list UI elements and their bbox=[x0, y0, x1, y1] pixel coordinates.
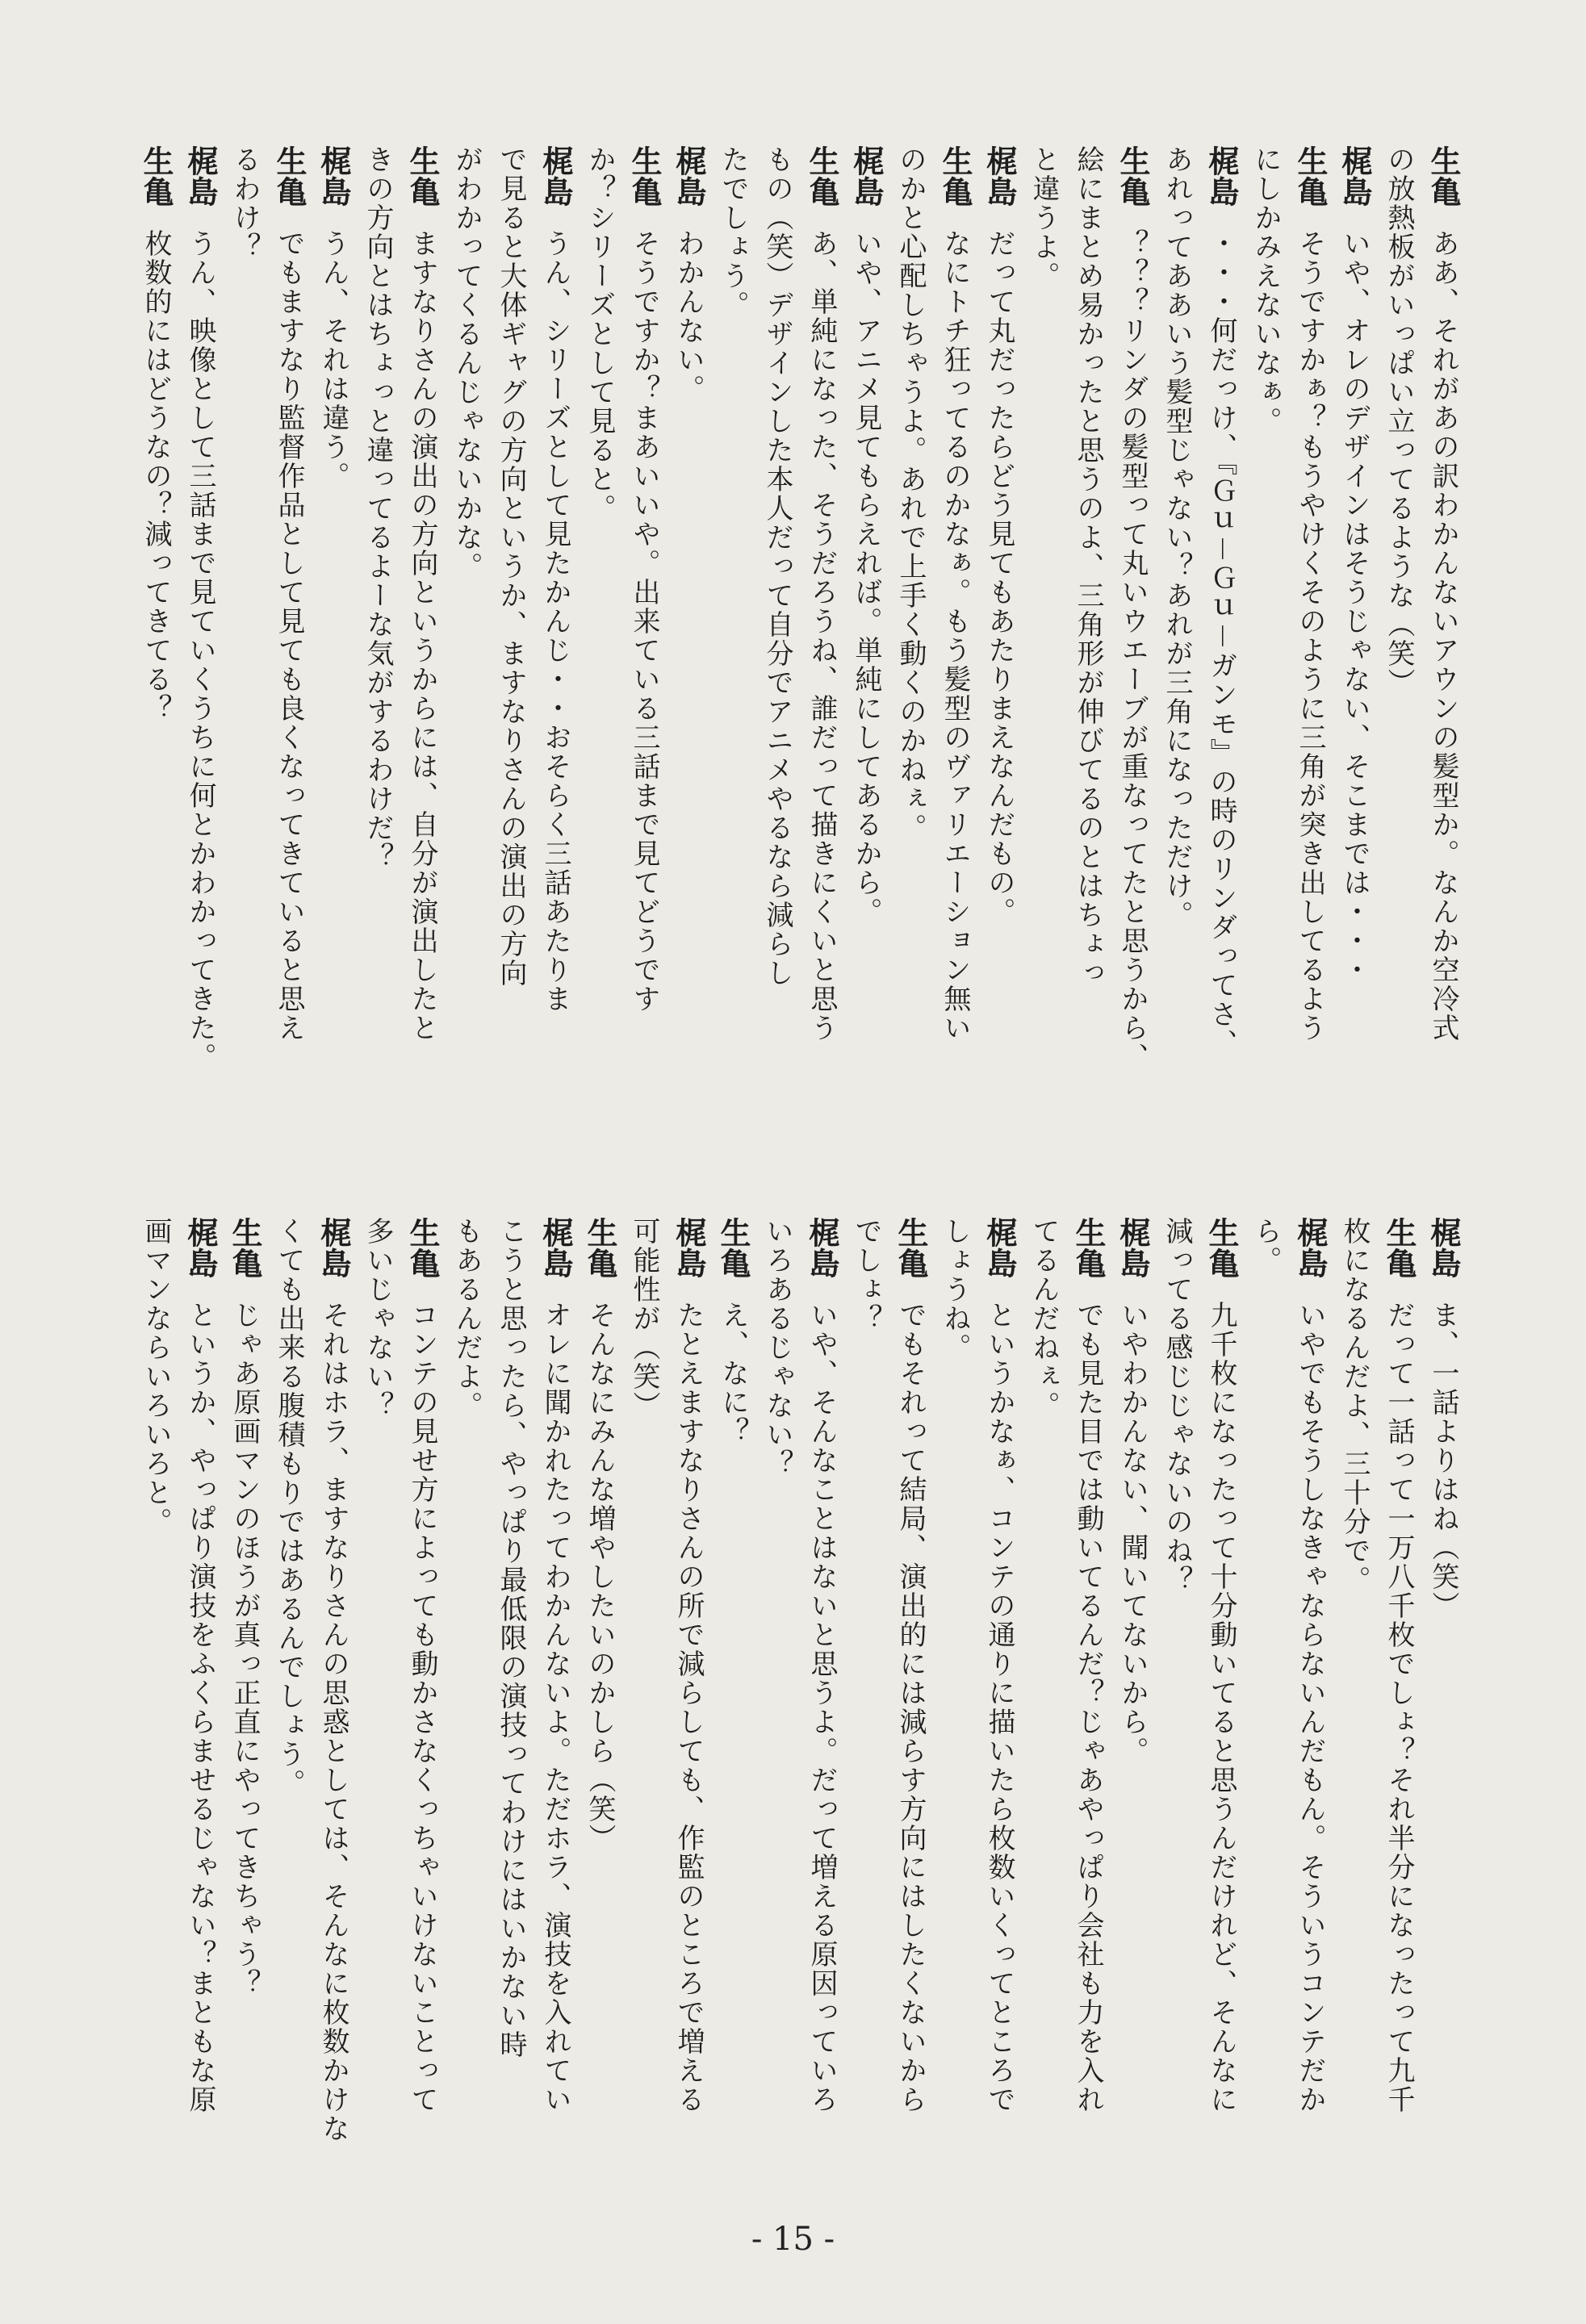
dialogue-line bbox=[1021, 1217, 1065, 2226]
dialogue-line bbox=[577, 1217, 621, 2226]
dialogue-text: たとえますなりさんの所で減らしても、作監のところで増える bbox=[672, 1301, 705, 2114]
dialogue-line bbox=[400, 145, 444, 1186]
dialogue-line bbox=[1243, 1217, 1287, 2226]
dialogue-line bbox=[444, 145, 488, 1186]
dialogue-line bbox=[977, 1217, 1021, 2226]
speaker-name: 梶島 bbox=[1203, 145, 1239, 207]
dialogue-line bbox=[1287, 1217, 1332, 2226]
dialogue-line bbox=[1154, 1217, 1199, 2226]
dialogue-text: がわかってくるんじゃないかな。 bbox=[450, 145, 483, 581]
dialogue-text: というかなぁ、コンテの通りに描いたら枚数いくってところで bbox=[983, 1301, 1015, 2114]
dialogue-line bbox=[266, 145, 311, 1186]
dialogue-line bbox=[178, 145, 222, 1186]
dialogue-line bbox=[977, 145, 1021, 1186]
dialogue-text: 多いじゃない？ bbox=[362, 1217, 394, 1420]
dialogue-text: ますなりさんの演出の方向というからには、自分が演出したと bbox=[406, 229, 438, 1043]
speaker-name: 梶島 bbox=[848, 145, 884, 207]
dialogue-line bbox=[1421, 145, 1465, 1186]
speaker-name: 生亀 bbox=[582, 1217, 617, 1278]
dialogue-text: いや、アニメ見てもらえれば。単純にしてあるから。 bbox=[850, 229, 882, 926]
speaker-name: 生亀 bbox=[404, 1217, 440, 1278]
dialogue-text: にしかみえないなぁ。 bbox=[1249, 145, 1282, 436]
dialogue-text: それはホラ、ますなりさんの思惑としては、そんなに枚数かけな bbox=[317, 1301, 349, 2143]
dialogue-line bbox=[222, 1217, 266, 2226]
dialogue-text: オレに聞かれたってわかんないよ。ただホラ、演技を入れてい bbox=[539, 1301, 571, 2114]
dialogue-text: 可能性が（笑） bbox=[628, 1217, 660, 1420]
speaker-name: 生亀 bbox=[893, 1217, 928, 1278]
dialogue-text: たでしょう。 bbox=[717, 145, 749, 320]
dialogue-line bbox=[1421, 1217, 1465, 2226]
dialogue-text: こうと思ったら、やっぱり最低限の演技ってわけにはいかない時 bbox=[495, 1217, 527, 2059]
dialogue-text: るわけ？ bbox=[228, 145, 261, 261]
dialogue-text: ああ、それがあの訳わかんないアウンの髪型か。なんか空冷式 bbox=[1427, 229, 1459, 1043]
dialogue-line bbox=[1110, 1217, 1154, 2226]
speaker-name: 梶島 bbox=[1292, 1217, 1328, 1278]
speaker-name: 生亀 bbox=[1070, 1217, 1106, 1278]
dialogue-line bbox=[1199, 1217, 1243, 2226]
dialogue-text: うん、それは違う。 bbox=[317, 229, 349, 491]
page-number: - 15 - bbox=[751, 2221, 835, 2258]
speaker-name: 生亀 bbox=[138, 145, 174, 207]
dialogue-text: でしょ？ bbox=[850, 1217, 882, 1333]
dialogue-line bbox=[311, 1217, 355, 2226]
dialogue-line bbox=[266, 1217, 311, 2226]
dialogue-line bbox=[888, 145, 932, 1186]
speaker-name: 梶島 bbox=[1115, 1217, 1150, 1278]
dialogue-text: 枚数的にはどうなの？減ってきてる？ bbox=[140, 229, 172, 723]
dialogue-text: だって一話って一万八千枚でしょ？それ半分になったって九千 bbox=[1383, 1301, 1415, 2114]
dialogue-text: のかと心配しちゃうよ。あれで上手く動くのかねぇ。 bbox=[894, 145, 927, 842]
dialogue-text: くても出来る腹積もりではあるんでしょう。 bbox=[273, 1217, 305, 1798]
dialogue-line bbox=[799, 1217, 843, 2226]
dialogue-line bbox=[1065, 1217, 1110, 2226]
speaker-name: 梶島 bbox=[538, 1217, 573, 1278]
dialogue-text: ま、一話よりはね（笑） bbox=[1427, 1301, 1459, 1620]
dialogue-line bbox=[355, 145, 400, 1186]
dialogue-line bbox=[311, 145, 355, 1186]
speaker-name: 生亀 bbox=[1292, 145, 1328, 207]
dialogue-line bbox=[533, 145, 577, 1186]
dialogue-text: の放熱板がいっぱい立ってるような（笑） bbox=[1383, 145, 1415, 697]
dialogue-text: もの（笑）デザインした本人だって自分でアニメやるなら減らし bbox=[761, 145, 793, 988]
speaker-name: 生亀 bbox=[626, 145, 662, 207]
dialogue-line bbox=[178, 1217, 222, 2226]
dialogue-line bbox=[1287, 145, 1332, 1186]
speaker-name: 梶島 bbox=[316, 145, 351, 207]
speaker-name: 生亀 bbox=[1115, 145, 1150, 207]
speaker-name: 生亀 bbox=[715, 1217, 751, 1278]
dialogue-line bbox=[1110, 145, 1154, 1186]
speaker-name: 生亀 bbox=[937, 145, 973, 207]
dialogue-text: しょうね。 bbox=[939, 1217, 971, 1362]
dialogue-text: というか、やっぱり演技をふくらませるじゃない？まともな原 bbox=[184, 1301, 216, 2114]
dialogue-line bbox=[666, 1217, 710, 2226]
dialogue-line bbox=[577, 145, 621, 1186]
dialogue-text: いやわかんない、聞いてないから。 bbox=[1116, 1301, 1149, 1766]
dialogue-line bbox=[1332, 145, 1376, 1186]
speaker-name: 梶島 bbox=[316, 1217, 351, 1278]
dialogue-line bbox=[533, 1217, 577, 2226]
dialogue-text: きの方向とはちょっと違ってるよーな気がするわけだ？ bbox=[362, 145, 394, 872]
dialogue-text: うん、シリーズとして見たかんじ・・おそらく三話あたりま bbox=[539, 229, 571, 1014]
speaker-name: 梶島 bbox=[538, 145, 573, 207]
dialogue-text: あれってああいう髪型じゃない？あれが三角になっただけ。 bbox=[1161, 145, 1193, 930]
speaker-name: 生亀 bbox=[1425, 145, 1461, 207]
dialogue-text: ・・・何だっけ、『Ｇｕ－Ｇｕ－ガンモ』の時のリンダってさ、 bbox=[1205, 229, 1237, 1058]
dialogue-text: なにトチ狂ってるのかなぁ。もう髪型のヴァリエーション無い bbox=[939, 229, 971, 1043]
dialogue-text: もあるんだよ。 bbox=[450, 1217, 483, 1420]
dialogue-text: じゃあ原画マンのほうが真っ正直にやってきちゃう？ bbox=[228, 1301, 261, 1998]
speaker-name: 梶島 bbox=[981, 1217, 1017, 1278]
dialogue-text: 九千枚になったって十分動いてると思うんだけれど、そんなに bbox=[1205, 1301, 1237, 2114]
dialogue-line bbox=[488, 145, 533, 1186]
dialogue-line bbox=[932, 145, 977, 1186]
dialogue-text: いろあるじゃない？ bbox=[761, 1217, 793, 1478]
dialogue-line bbox=[444, 1217, 488, 2226]
dialogue-text: だって丸だったらどう見てもあたりまえなんだもの。 bbox=[983, 229, 1015, 926]
dialogue-text: ？？？リンダの髪型って丸いウエーブが重なってたと思うから、 bbox=[1116, 229, 1149, 1072]
dialogue-line bbox=[133, 1217, 178, 2226]
dialogue-text: でもそれって結局、演出的には減らす方向にはしたくないから bbox=[894, 1301, 927, 2114]
dialogue-text: いやでもそうしなきゃならないんだもん。そういうコンテだか bbox=[1294, 1301, 1326, 2114]
dialogue-line bbox=[400, 1217, 444, 2226]
dialogue-text: 画マンならいろいろと。 bbox=[140, 1217, 172, 1536]
lower-dialogue-block bbox=[133, 1217, 1465, 2226]
upper-dialogue-block bbox=[133, 145, 1465, 1186]
dialogue-line bbox=[1376, 1217, 1421, 2226]
dialogue-line bbox=[621, 1217, 666, 2226]
dialogue-line bbox=[488, 1217, 533, 2226]
dialogue-text: え、なに？ bbox=[717, 1301, 749, 1446]
dialogue-line bbox=[1021, 145, 1065, 1186]
dialogue-text: うん、映像として三話まで見ていくうちに何とかわかってきた。 bbox=[184, 229, 216, 1072]
speaker-name: 梶島 bbox=[804, 1217, 839, 1278]
speaker-name: 梶島 bbox=[1337, 145, 1372, 207]
speaker-name: 生亀 bbox=[804, 145, 839, 207]
dialogue-text: てるんだねぇ。 bbox=[1027, 1217, 1060, 1420]
speaker-name: 生亀 bbox=[1203, 1217, 1239, 1278]
dialogue-line bbox=[355, 1217, 400, 2226]
dialogue-text: あ、単純になった、そうだろうね、誰だって描きにくいと思う bbox=[806, 229, 838, 1043]
dialogue-line bbox=[843, 145, 888, 1186]
dialogue-text: でも見た目では動いてるんだ？じゃあやっぱり会社も力を入れ bbox=[1072, 1301, 1104, 2114]
speaker-name: 梶島 bbox=[671, 1217, 706, 1278]
dialogue-line bbox=[1376, 145, 1421, 1186]
dialogue-line bbox=[843, 1217, 888, 2226]
speaker-name: 梶島 bbox=[981, 145, 1017, 207]
dialogue-line bbox=[1065, 145, 1110, 1186]
dialogue-line bbox=[1199, 145, 1243, 1186]
dialogue-text: そうですか？まあいいや。出来ている三話まで見てどうです bbox=[628, 229, 660, 1014]
dialogue-line bbox=[799, 145, 843, 1186]
dialogue-text: で見ると大体ギャグの方向というか、ますなりさんの演出の方向 bbox=[495, 145, 527, 988]
dialogue-line bbox=[755, 1217, 799, 2226]
dialogue-text: わかんない。 bbox=[672, 229, 705, 403]
dialogue-line bbox=[621, 145, 666, 1186]
dialogue-text: コンテの見せ方によっても動かさなくっちゃいけないことって bbox=[406, 1301, 438, 2114]
dialogue-text: そうですかぁ？もうやけくそのように三角が突き出してるよう bbox=[1294, 229, 1326, 1043]
dialogue-line bbox=[710, 1217, 755, 2226]
speaker-name: 生亀 bbox=[404, 145, 440, 207]
dialogue-line bbox=[1154, 145, 1199, 1186]
speaker-name: 生亀 bbox=[271, 145, 307, 207]
speaker-name: 梶島 bbox=[182, 1217, 218, 1278]
dialogue-text: ら。 bbox=[1249, 1217, 1282, 1275]
speaker-name: 梶島 bbox=[671, 145, 706, 207]
dialogue-line bbox=[133, 145, 178, 1186]
speaker-name: 生亀 bbox=[227, 1217, 262, 1278]
dialogue-text: 絵にまとめ易かったと思うのよ、三角形が伸びてるのとはちょっ bbox=[1072, 145, 1104, 988]
speaker-name: 梶島 bbox=[182, 145, 218, 207]
dialogue-line bbox=[222, 145, 266, 1186]
dialogue-line bbox=[666, 145, 710, 1186]
dialogue-text: と違うよ。 bbox=[1027, 145, 1060, 290]
dialogue-line bbox=[888, 1217, 932, 2226]
dialogue-line bbox=[755, 145, 799, 1186]
dialogue-text: いや、そんなことはないと思うよ。だって増える原因っていろ bbox=[806, 1301, 838, 2114]
dialogue-text: か？シリーズとして見ると。 bbox=[584, 145, 616, 523]
dialogue-line bbox=[1243, 145, 1287, 1186]
speaker-name: 梶島 bbox=[1425, 1217, 1461, 1278]
dialogue-text: でもますなり監督作品として見ても良くなってきていると思え bbox=[273, 229, 305, 1043]
dialogue-line bbox=[932, 1217, 977, 2226]
speaker-name: 生亀 bbox=[1381, 1217, 1417, 1278]
dialogue-text: 減ってる感じじゃないのね？ bbox=[1161, 1217, 1193, 1595]
dialogue-text: 枚になるんだよ、三十分で。 bbox=[1338, 1217, 1370, 1595]
dialogue-text: いや、オレのデザインはそうじゃない、そこまでは・・・ bbox=[1338, 229, 1370, 984]
dialogue-line bbox=[1332, 1217, 1376, 2226]
dialogue-text: そんなにみんな増やしたいのかしら（笑） bbox=[584, 1301, 616, 1853]
dialogue-line bbox=[710, 145, 755, 1186]
